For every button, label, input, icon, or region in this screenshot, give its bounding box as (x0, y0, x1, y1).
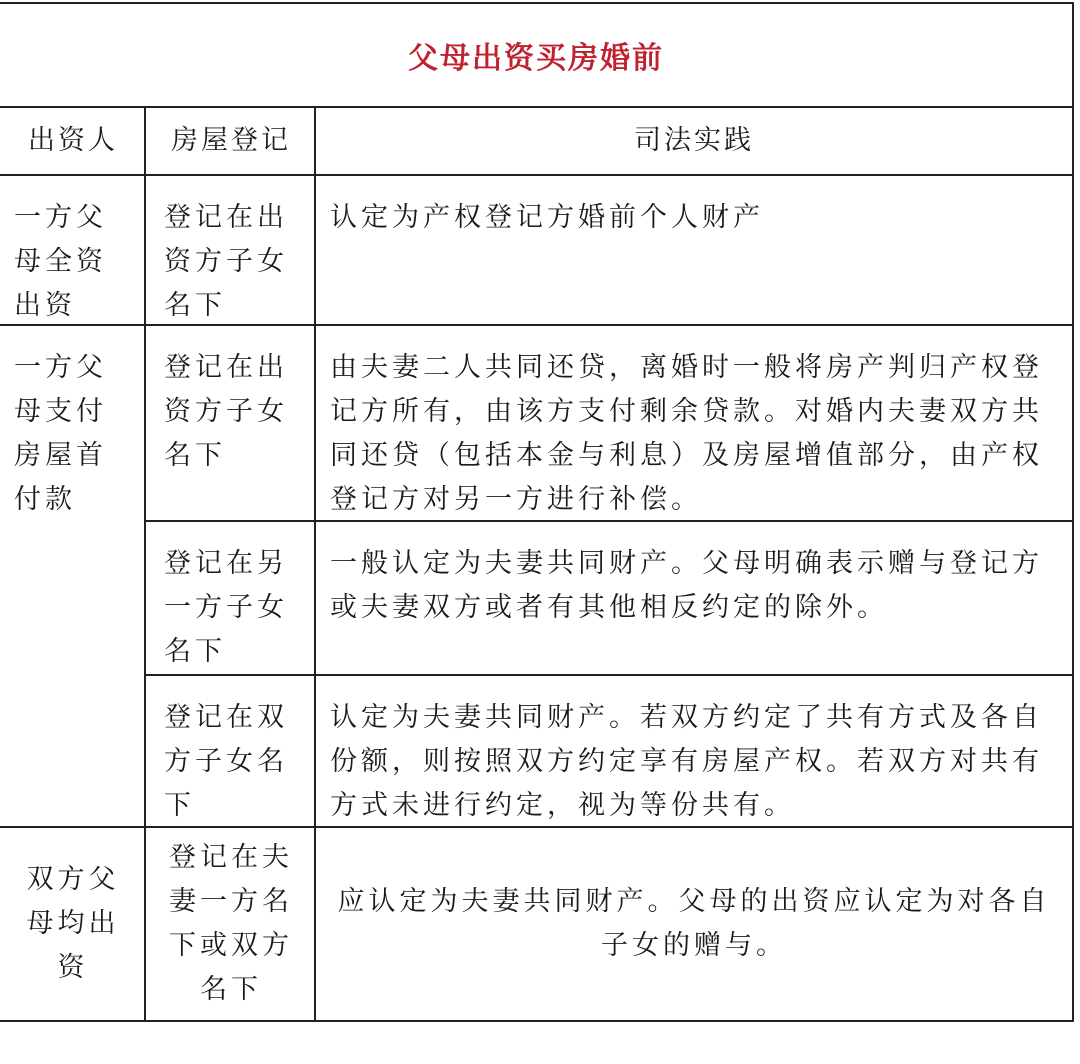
row3-practice: 一般认定为夫妻共同财产。父母明确表示赠与登记方或夫妻双方或者有其他相反约定的除外。 (330, 548, 1043, 623)
row5-practice: 应认定为夫妻共同财产。父母的出资应认定为对各自子女的赠与。 (337, 886, 1051, 961)
row3-registration: 登记在另一方子女名下 (164, 548, 288, 667)
table-border-bottom (0, 1020, 1074, 1022)
row4-practice: 认定为夫妻共同财产。若双方约定了共有方式及各自份额，则按照双方约定享有房屋产权。若双方对共有方式未进行约定，视为等份共有。 (330, 702, 1043, 821)
table-border-right (1072, 2, 1074, 1022)
header-registration: 房屋登记 (171, 125, 291, 156)
row2-registration: 登记在出资方子女名下 (164, 352, 288, 471)
row4-registration: 登记在双方子女名下 (164, 702, 288, 821)
header-funder: 出资人 (28, 125, 118, 156)
column-divider (314, 108, 316, 1022)
row1-practice: 认定为产权登记方婚前个人财产 (330, 202, 764, 233)
column-divider (144, 108, 146, 1022)
row1-funder: 一方父母全资出资 (14, 202, 107, 321)
row1-registration: 登记在出资方子女名下 (164, 202, 288, 321)
row5-funder: 双方父母均出资 (26, 864, 120, 983)
header-practice: 司法实践 (634, 125, 754, 156)
row5-registration: 登记在夫妻一方名下或双方名下 (169, 842, 293, 1005)
table-title: 父母出资买房婚前 (408, 41, 664, 76)
table-title-cell (0, 4, 1072, 108)
row2-practice: 由夫妻二人共同还贷，离婚时一般将房产判归产权登记方所有，由该方支付剩余贷款。对婚内夫妻双方共同还贷（包括本金与利息）及房屋增值部分，由产权登记方对另一方进行补偿。 (330, 352, 1043, 515)
row2-funder: 一方父母支付房屋首付款 (14, 352, 107, 515)
